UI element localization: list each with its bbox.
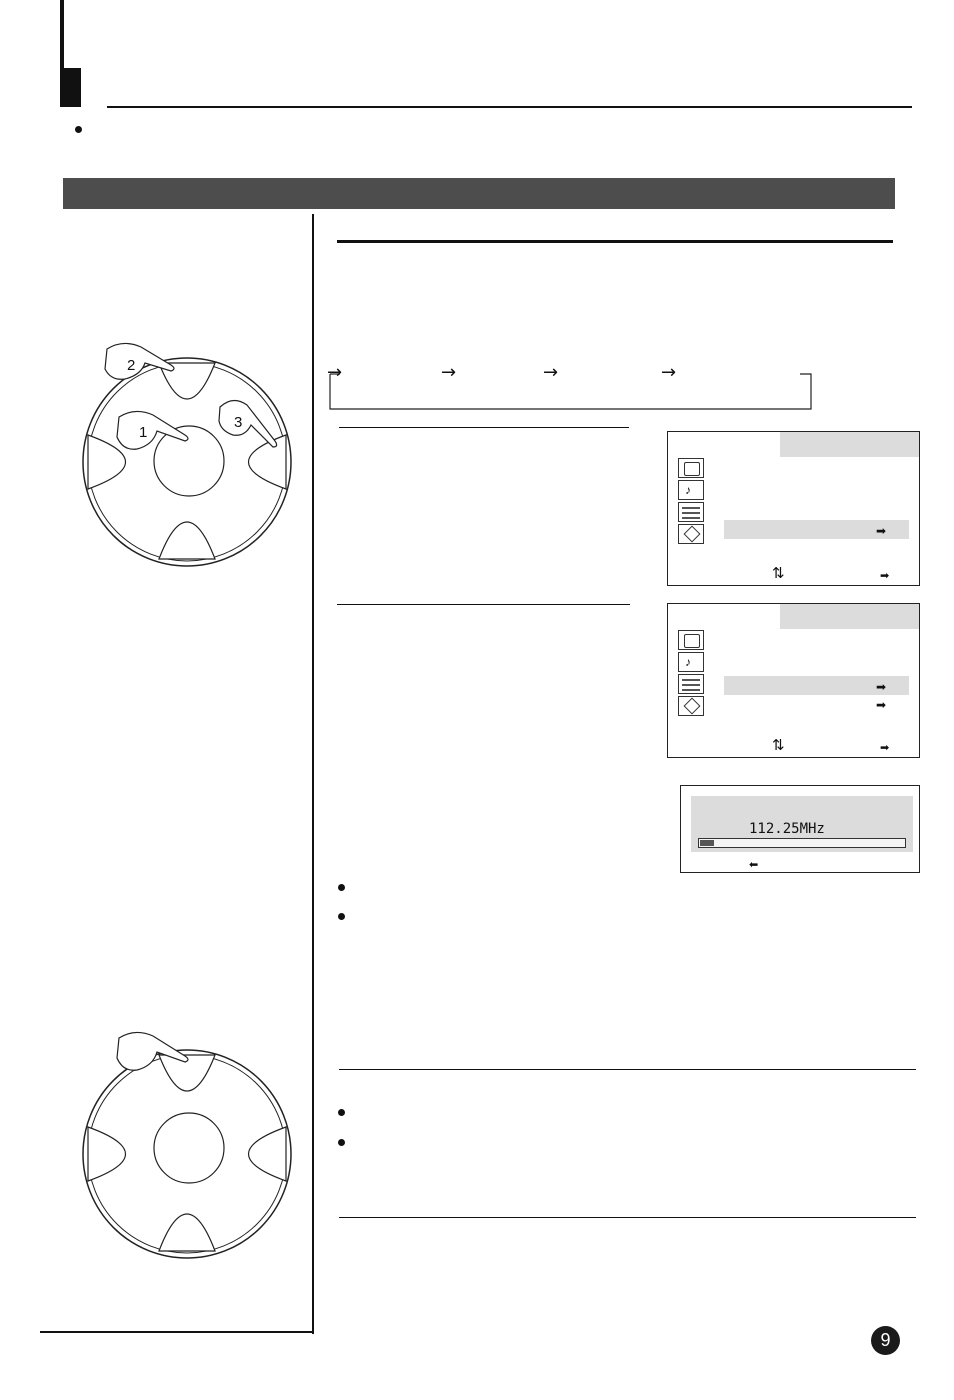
enter-arrow-icon: ➡ xyxy=(876,524,887,538)
note-bullet xyxy=(338,1139,345,1146)
dpad-right-key[interactable] xyxy=(249,435,287,489)
updown-arrows-icon: ⇅ xyxy=(772,736,785,754)
menu-cycle-flow-diagram xyxy=(320,360,820,416)
updown-arrows-icon: ⇅ xyxy=(772,564,785,582)
picture-menu-icon[interactable] xyxy=(678,630,704,650)
sound-menu-icon[interactable]: ♪ xyxy=(678,480,704,500)
pointing-hand-icon xyxy=(219,400,277,447)
frequency-readout: 112.25MHz xyxy=(749,821,825,837)
section-rule xyxy=(339,1217,916,1218)
callout-label-1: 1 xyxy=(139,424,148,441)
osd-menu-panel-2 xyxy=(667,603,920,758)
column-divider xyxy=(312,214,314,1334)
section-rule xyxy=(339,1069,916,1070)
function-menu-icon[interactable] xyxy=(678,696,704,716)
subsection-rule-thick xyxy=(337,240,893,243)
osd-menu-panel-1 xyxy=(667,431,920,586)
flow-arrow-icon: → xyxy=(661,362,677,383)
sound-menu-icon[interactable]: ♪ xyxy=(678,652,704,672)
osd-menu-title-bar xyxy=(780,604,919,629)
flow-arrow-icon: → xyxy=(327,362,343,383)
callout-label-3: 3 xyxy=(234,414,243,431)
step-rule xyxy=(337,604,630,605)
flow-arrow-icon: → xyxy=(441,362,457,383)
channel-menu-icon[interactable] xyxy=(678,674,704,694)
page-number-badge: 9 xyxy=(871,1326,900,1355)
search-progress-track xyxy=(698,838,906,848)
dpad-center-key[interactable] xyxy=(154,1113,224,1183)
search-progress-fill xyxy=(700,840,714,846)
dpad-center-key[interactable] xyxy=(154,426,224,496)
dpad-down-key[interactable] xyxy=(159,522,215,559)
auto-search-panel xyxy=(680,785,920,873)
right-arrow-icon: ➡ xyxy=(880,741,890,754)
back-arrow-icon: ⬅ xyxy=(749,858,759,871)
osd-menu-title-bar xyxy=(780,432,919,457)
enter-arrow-icon: ➡ xyxy=(876,680,887,694)
dpad-left-key[interactable] xyxy=(88,1127,126,1181)
right-arrow-icon: ➡ xyxy=(880,569,890,582)
dpad-down-key[interactable] xyxy=(159,1214,215,1251)
footer-rule xyxy=(40,1331,314,1333)
callout-label-2: 2 xyxy=(127,357,136,374)
dpad-right-key[interactable] xyxy=(249,1127,287,1181)
remote-dpad-diagram-top xyxy=(75,335,300,575)
enter-arrow-icon: ➡ xyxy=(876,698,887,712)
note-bullet xyxy=(338,913,345,920)
channel-menu-icon[interactable] xyxy=(678,502,704,522)
note-bullet xyxy=(338,884,345,891)
remote-dpad-diagram-bottom xyxy=(75,1030,300,1265)
picture-menu-icon[interactable] xyxy=(678,458,704,478)
header-tab-block xyxy=(60,68,81,107)
step-rule xyxy=(339,427,629,428)
header-rule xyxy=(107,106,912,108)
section-banner xyxy=(63,178,895,209)
note-bullet xyxy=(338,1109,345,1116)
intro-bullet xyxy=(75,126,82,133)
flow-arrow-icon: → xyxy=(543,362,559,383)
function-menu-icon[interactable] xyxy=(678,524,704,544)
